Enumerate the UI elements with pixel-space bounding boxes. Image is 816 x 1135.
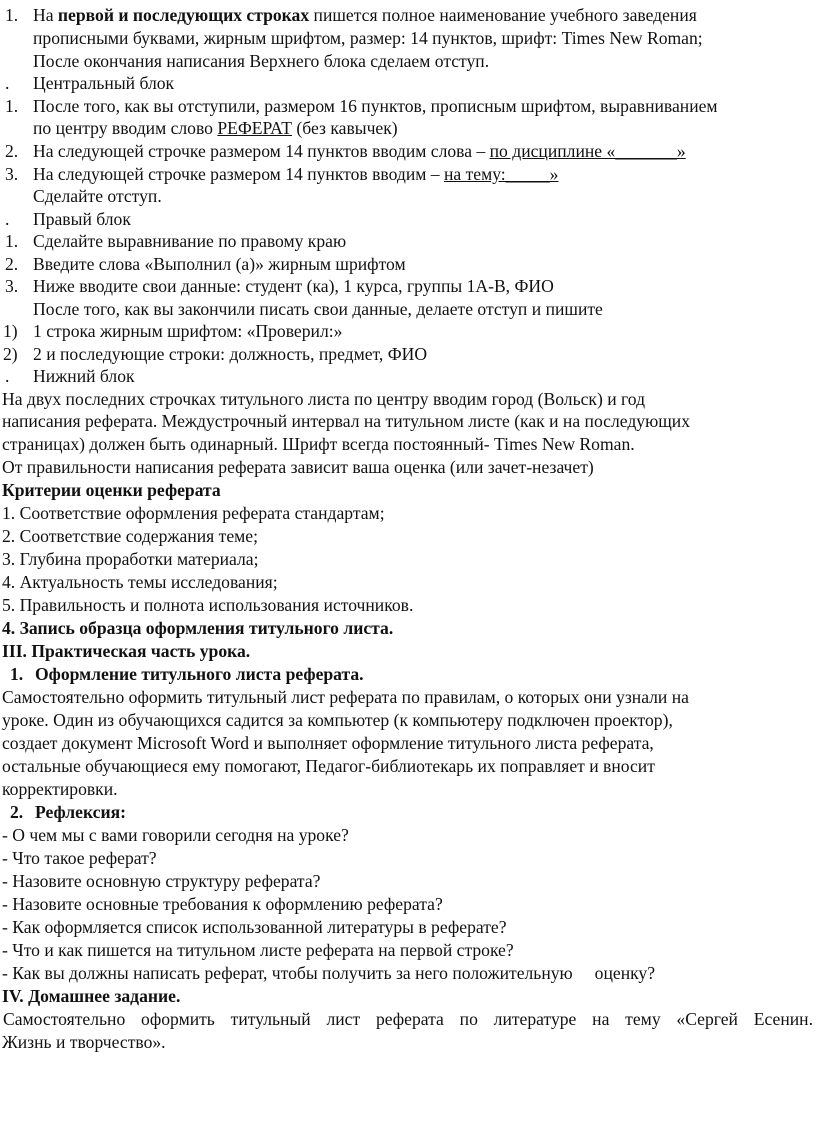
question-4: - Назовите основные требования к оформлению реферата?: [2, 894, 443, 914]
top-block-item-1-line-2: прописными буквами, жирным шрифтом, размер: 14 пунктов, шрифт: Times New Roman;: [33, 28, 703, 48]
bottom-paragraph-line-2: написания реферата. Междустрочный интервал на титульном листе (как и на последующих: [2, 411, 691, 431]
bottom-paragraph-line-1: На двух последних строчках титульного листа по центру вводим город (Вольск) и год: [2, 389, 646, 409]
question-3: - Назовите основную структуру реферата?: [2, 871, 321, 891]
homework-line-1: Самостоятельно оформить титульный лист реферата по литературе на тему «Сергей Есенин.: [3, 1009, 813, 1029]
practice-paragraph-line-5: корректировки.: [2, 779, 118, 799]
right-subitem-2: 2) 2 и последующие строки: должность, предмет, ФИО: [3, 344, 428, 364]
practice-paragraph-line-1: Самостоятельно оформить титульный лист реферата по правилам, о которых они узнали на: [2, 687, 689, 707]
list-text: На первой и последующих строках пишется полное наименование учебного заведения: [33, 5, 697, 25]
top-block-item-1-line-3: После окончания написания Верхнего блока сделаем отступ.: [33, 51, 490, 71]
criteria-title: Критерии оценки реферата: [2, 480, 221, 500]
question-5: - Как оформляется список использованной литературы в реферате?: [2, 917, 507, 937]
practice-paragraph-line-3: создает документ Microsoft Word и выполняет оформление титульного листа реферата,: [2, 733, 654, 753]
reflection-subheading: 2. Рефлексия:: [10, 802, 126, 822]
question-7: - Как вы должны написать реферат, чтобы получить за него положительную оценку?: [2, 963, 656, 983]
central-item-2: 2. На следующей строчке размером 14 пунктов вводим слова – по дисциплине «_______»: [5, 141, 686, 161]
central-item-1: 1. После того, как вы отступили, размером 16 пунктов, прописным шрифтом, выравниванием: [5, 96, 718, 116]
right-item-3: 3. Ниже вводите свои данные: студент (ка), 1 курса, группы 1А-В, ФИО: [5, 276, 554, 296]
right-item-2: 2. Введите слова «Выполнил (а)» жирным шрифтом: [5, 254, 406, 274]
central-item-3: 3. На следующей строчке размером 14 пунктов вводим – на тему:_____»: [5, 164, 559, 184]
list-number: 1.: [5, 5, 19, 25]
question-2: - Что такое реферат?: [2, 848, 157, 868]
criteria-item-2: 2. Соответствие содержания теме;: [2, 526, 258, 546]
right-item-3-line-2: После того, как вы закончили писать свои данные, делаете отступ и пишите: [33, 299, 603, 319]
central-item-3-line-2: Сделайте отступ.: [33, 186, 162, 206]
practice-paragraph-line-2: уроке. Один из обучающихся садится за компьютер (к компьютеру подключен проектор),: [2, 710, 673, 730]
criteria-item-3: 3. Глубина проработки материала;: [2, 549, 259, 569]
criteria-item-1: 1. Соответствие оформления реферата стандартам;: [2, 503, 385, 523]
grade-note: От правильности написания реферата зависит ваша оценка (или зачет-незачет): [2, 457, 594, 477]
criteria-item-4: 4. Актуальность темы исследования;: [2, 572, 278, 592]
underlined-phrase: по дисциплине «_______»: [489, 141, 686, 161]
right-subitem-1: 1) 1 строка жирным шрифтом: «Проверил:»: [3, 321, 343, 341]
central-block-heading: . Центральный блок: [5, 73, 175, 93]
question-1: - О чем мы с вами говорили сегодня на уроке?: [2, 825, 349, 845]
question-6: - Что и как пишется на титульном листе реферата на первой строке?: [2, 940, 514, 960]
underlined-phrase: на тему:_____»: [443, 164, 559, 184]
practice-paragraph-line-4: остальные обучающиеся ему помогают, Педагог-библиотекарь их поправляет и вносит: [2, 756, 655, 776]
right-item-1: 1. Сделайте выравнивание по правому краю: [5, 231, 347, 251]
bottom-block-heading: . Нижний блок: [5, 366, 135, 386]
title-page-sample-heading: 4. Запись образца оформления титульного листа.: [2, 618, 394, 638]
central-item-1-line-2: по центру вводим слово РЕФЕРАТ (без кавычек): [33, 118, 398, 138]
underlined-word: РЕФЕРАТ: [217, 118, 292, 138]
practice-subheading-1: 1. Оформление титульного листа реферата.: [10, 664, 364, 684]
right-block-heading: . Правый блок: [5, 209, 131, 229]
bold-phrase: первой и последующих строках: [57, 5, 310, 25]
homework-line-2: Жизнь и творчество».: [2, 1032, 166, 1052]
practice-section-title: III. Практическая часть урока.: [2, 641, 251, 661]
homework-title: IV. Домашнее задание.: [2, 986, 181, 1006]
top-block-item-1: [0, 4, 816, 26]
criteria-item-5: 5. Правильность и полнота использования источников.: [2, 595, 414, 615]
bottom-paragraph-line-3: страницах) должен быть одинарный. Шрифт всегда постоянный- Times New Roman.: [2, 434, 635, 454]
